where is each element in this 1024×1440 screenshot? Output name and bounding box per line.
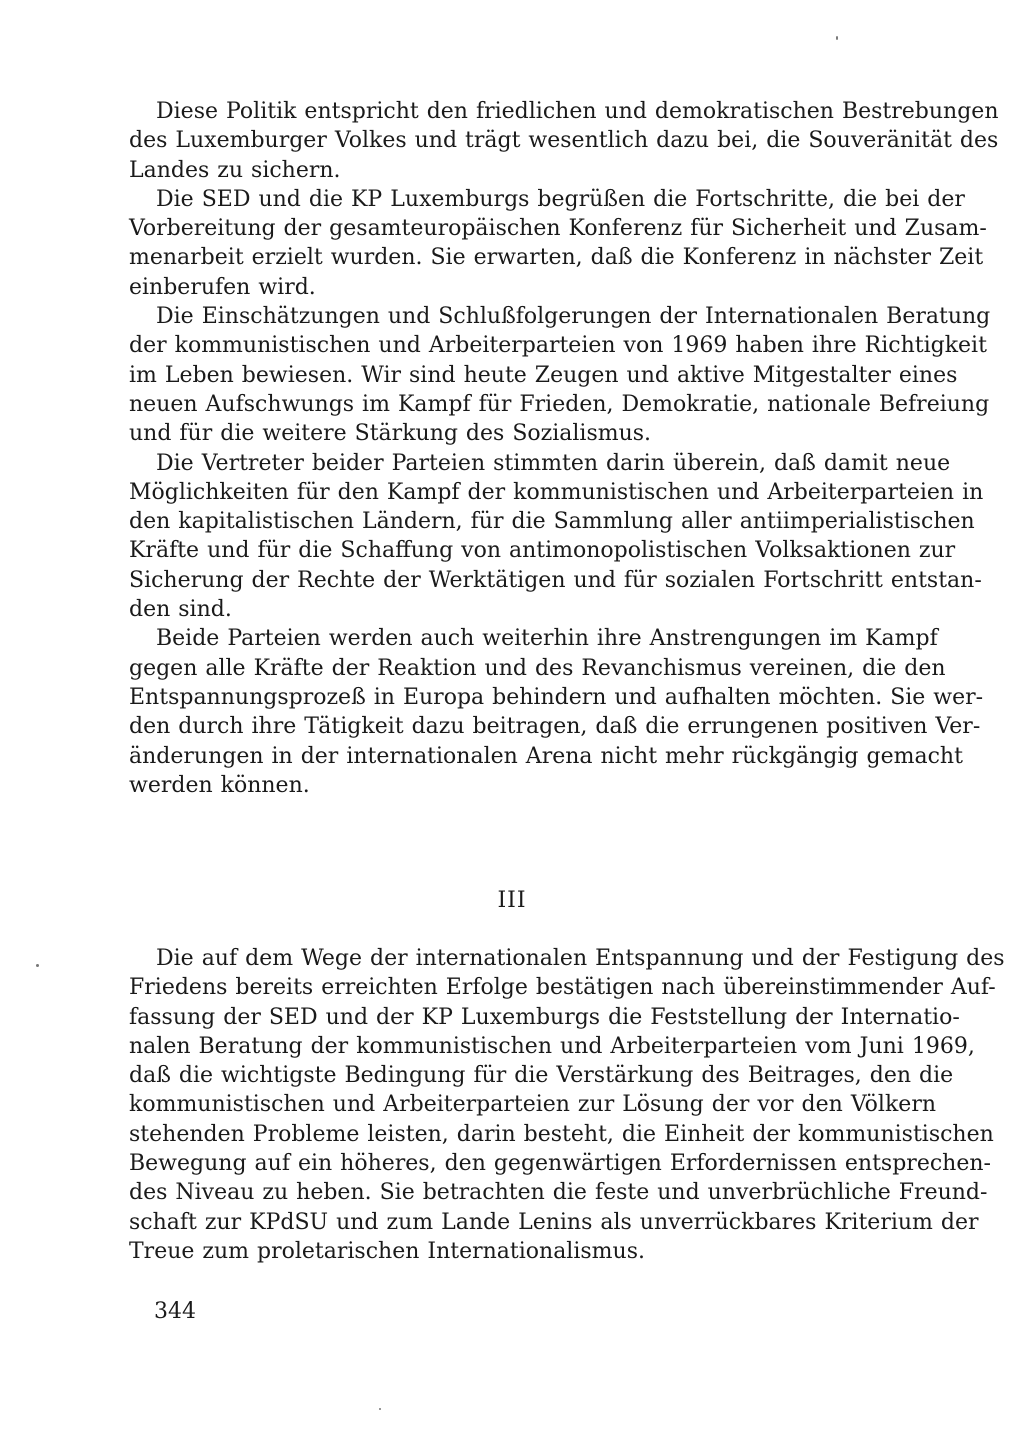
text-line: und für die weitere Stärkung des Sozialismus. [129, 421, 652, 447]
paragraph [129, 302, 991, 448]
text-line: Entspannungsprozeß in Europa behindern und aufhalten möchten. Sie wer- [129, 684, 984, 710]
text-line: werden können. [129, 772, 310, 798]
text-line: Diese Politik entspricht den friedlichen und demokratischen Bestrebungen [156, 99, 999, 124]
text-line: Sicherung der Rechte der Werktätigen und für sozialen Fortschritt entstan- [129, 567, 982, 593]
text-line: gegen alle Kräfte der Reaktion und des Revanchismus vereinen, die den [129, 655, 946, 681]
text-line: Bewegung auf ein höheres, den gegenwärtigen Erfordernissen entsprechen- [129, 1151, 991, 1177]
page-number: 344 [154, 1299, 196, 1324]
text-line: einberufen wird. [129, 274, 316, 300]
text-line: des Niveau zu heben. Sie betrachten die feste und unverbrüchliche Freund- [129, 1180, 988, 1206]
section-heading: III [497, 888, 527, 913]
text-line: menarbeit erzielt wurden. Sie erwarten, daß die Konferenz in nächster Zeit [129, 245, 984, 271]
text-line: Die Einschätzungen und Schlußfolgerungen der Internationalen Beratung [156, 304, 991, 330]
text-line: der kommunistischen und Arbeiterparteien von 1969 haben ihre Richtigkeit [129, 333, 987, 359]
paragraph [129, 944, 1005, 1266]
text-line: Friedens bereits erreichten Erfolge bestätigen nach übereinstimmender Auf- [129, 975, 996, 1001]
text-line: den kapitalistischen Ländern, für die Sammlung aller antiimperialistischen [129, 509, 975, 535]
text-line: Möglichkeiten für den Kampf der kommunistischen und Arbeiterparteien in [129, 479, 984, 505]
section-one-text [129, 97, 999, 800]
text-line: Die Vertreter beider Parteien stimmten darin überein, daß damit neue [156, 450, 951, 476]
text-line: stehenden Probleme leisten, darin besteht, die Einheit der kommunistischen [129, 1121, 994, 1147]
paper-speck [379, 1408, 381, 1410]
text-line: Treue zum proletarischen Internationalismus. [129, 1238, 645, 1264]
section-two-text [129, 944, 1005, 1266]
text-line: Die auf dem Wege der internationalen Entspannung und der Festigung des [156, 946, 1005, 971]
paragraph [129, 449, 984, 625]
text-line: des Luxemburger Volkes und trägt wesentlich dazu bei, die Souveränität des [129, 128, 999, 154]
text-line: den sind. [129, 597, 232, 623]
text-line: Kräfte und für die Schaffung von antimonopolistischen Volksaktionen zur [129, 538, 956, 564]
text-line: Vorbereitung der gesamteuropäischen Konferenz für Sicherheit und Zusam- [129, 216, 987, 242]
text-line: Landes zu sichern. [129, 157, 341, 183]
text-line: Die SED und die KP Luxemburgs begrüßen die Fortschritte, die bei der [156, 186, 965, 212]
paragraph [129, 185, 987, 302]
text-line: im Leben bewiesen. Wir sind heute Zeugen und aktive Mitgestalter eines [129, 362, 958, 388]
text-line: Beide Parteien werden auch weiterhin ihre Anstrengungen im Kampf [156, 626, 938, 652]
text-line: den durch ihre Tätigkeit dazu beitragen, daß die errungenen positiven Ver- [129, 714, 981, 740]
text-line: nalen Beratung der kommunistischen und Arbeiterparteien vom Juni 1969, [129, 1033, 975, 1059]
text-line: schaft zur KPdSU und zum Lande Lenins als unverrückbares Kriterium der [129, 1209, 979, 1235]
text-line: kommunistischen und Arbeiterparteien zur Lösung der vor den Völkern [129, 1092, 937, 1118]
text-line: änderungen in der internationalen Arena nicht mehr rückgängig gemacht [129, 743, 963, 769]
text-line: daß die wichtigste Bedingung für die Verstärkung des Beitrages, den die [129, 1063, 954, 1089]
paper-speck [36, 964, 39, 967]
paper-speck [836, 36, 838, 40]
text-line: fassung der SED und der KP Luxemburgs die Feststellung der Internatio- [129, 1004, 960, 1030]
paragraph [129, 97, 999, 185]
paragraph [129, 624, 984, 800]
text-line: neuen Aufschwungs im Kampf für Frieden, Demokratie, nationale Befreiung [129, 391, 990, 417]
